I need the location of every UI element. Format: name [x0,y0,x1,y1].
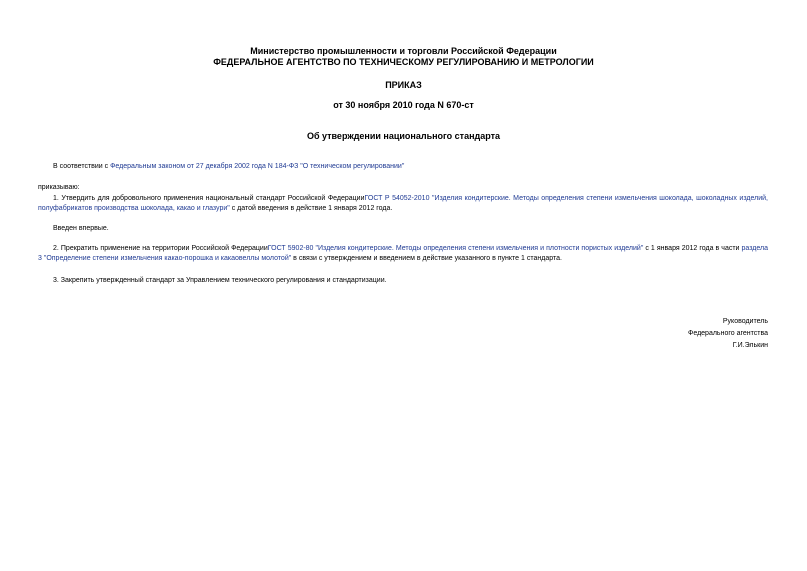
item-2-middle: с 1 января 2012 года в части [643,245,742,252]
item-1-paragraph [38,194,768,213]
item-2-suffix: в связи с утверждением и введением в действие указанного в пункте 1 стандарта. [291,254,562,262]
gost-5902-link[interactable]: ГОСТ 5902-80 "Изделия кондитерские. Методы определения степени измельчения и плотности пористых изделий" [267,245,644,252]
item-1-prefix: 1. Утвердить для добровольного применения национальный стандарт Российской Федерации [53,195,365,202]
intro-prefix: В соответствии с [53,163,111,170]
item-2-paragraph [38,244,768,263]
gost-r-54052-link[interactable]: ГОСТ Р 54052-2010 "Изделия кондитерские. Методы определения степени измельчения шоколада, шоколадных изделий, полуфабрикатов производства шоколада, какао и глазури" [38,195,768,212]
intro-paragraph [53,162,404,172]
order-word: приказываю: [38,184,80,191]
signature-name: Г.И.Элькин [732,342,768,349]
agency-heading: ФЕДЕРАЛЬНОЕ АГЕНТСТВО ПО ТЕХНИЧЕСКОМУ РЕГУЛИРОВАНИЮ И МЕТРОЛОГИИ [213,57,594,67]
signature-title-1: Руководитель [722,318,768,325]
signature-title-2: Федерального агентства [688,330,768,337]
item-3-paragraph: 3. Закрепить утвержденный стандарт за Управлением технического регулирования и стандартизации. [53,277,387,284]
item-2-prefix: 2. Прекратить применение на территории Российской Федерации [53,245,268,252]
date-number-heading: от 30 ноября 2010 года N 670-ст [333,100,474,110]
subject-heading: Об утверждении национального стандарта [306,131,501,141]
federal-law-link[interactable]: Федеральным законом от 27 декабря 2002 года N 184-ФЗ "О техническом регулировании" [110,163,405,170]
doc-type-heading: ПРИКАЗ [385,80,422,90]
item-1-suffix: с датой введения в действие 1 января 2012 года. [229,204,393,212]
section-3-link[interactable]: раздела 3 "Определение степени измельчения какао-порошка и какаовеллы молотой" [38,245,769,262]
introduced-first-note: Введен впервые. [53,225,109,232]
ministry-heading: Министерство промышленности и торговли Российской Федерации [250,46,557,56]
